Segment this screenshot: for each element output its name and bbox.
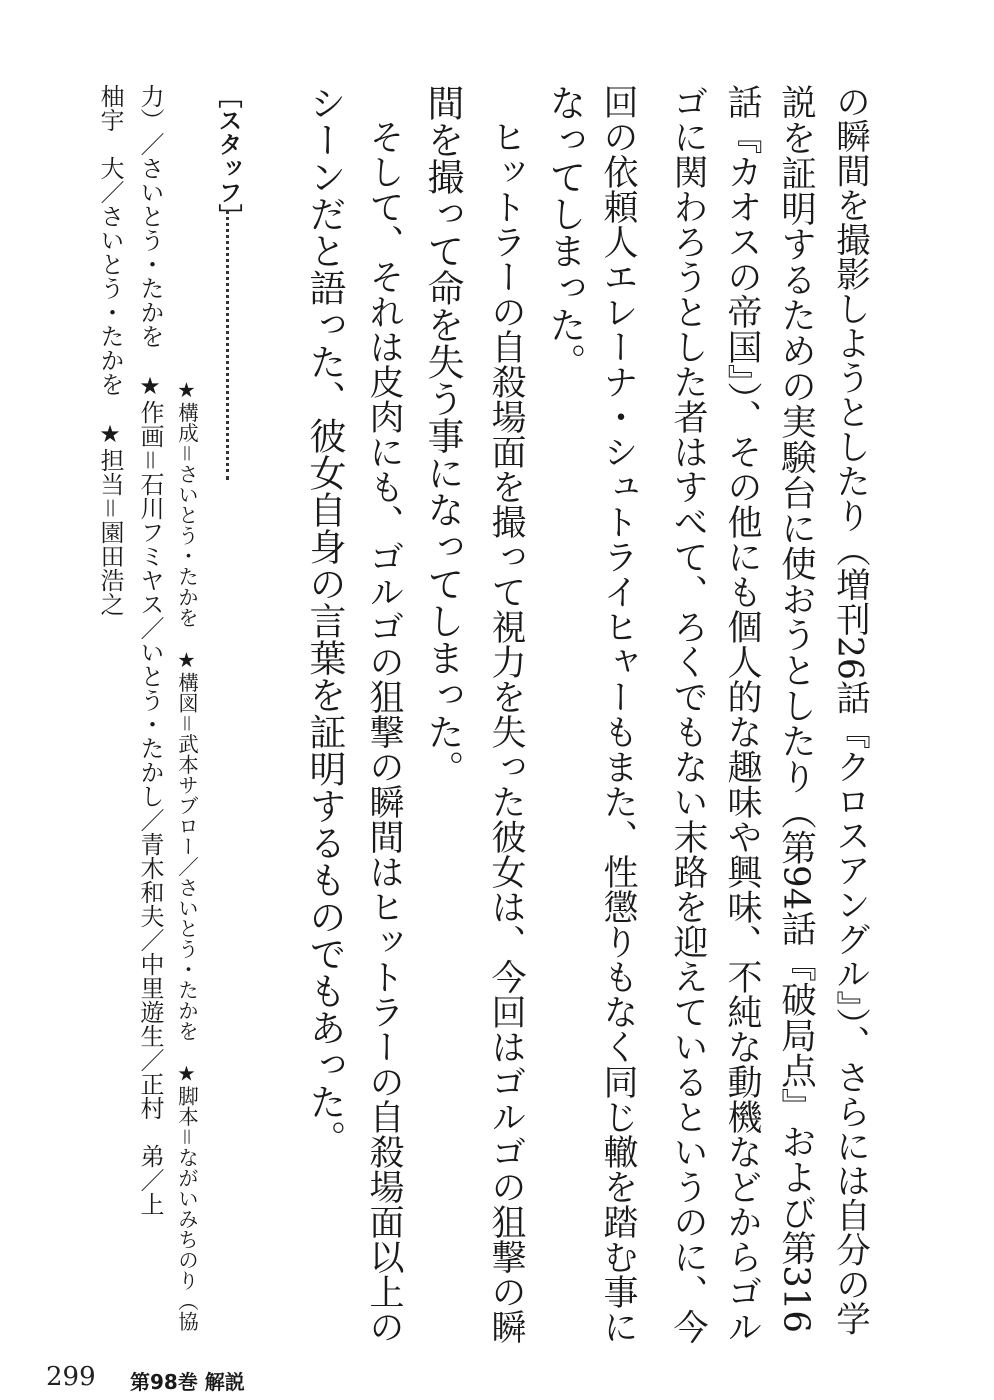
body-column-6: なってしまった。: [543, 84, 586, 380]
body-column-1: の瞬間を撮影しようとしたり（増刊26話『クロスアングル』）、さらには自分の学: [829, 84, 870, 1336]
staff-line-1: ★構成＝さいとう・たかを ★構図＝武本サブロー／さいとう・たかを ★脚本＝ながいみちのり（協: [174, 378, 199, 1332]
body-column-2: 説を証明するための実験台に使おうとしたり（第94話『破局点』および第316: [775, 84, 817, 1333]
staff-heading: ［スタッフ］: [214, 84, 242, 228]
body-column-8: 間を撮って命を失う事になってしまった。: [421, 84, 464, 787]
body-column-3: 話『カオスの帝国』）、その他にも個人的な趣味や興味、不純な動機などからゴル: [722, 84, 762, 1344]
body-column-9: そして、それは皮肉にも、ゴルゴの狙撃の瞬間はヒットラーの自殺場面以上の: [364, 84, 404, 1344]
body-column-10: シーンだと語った、彼女自身の言葉を証明するものでもあった。: [303, 84, 346, 1157]
body-column-7: ヒットラーの自殺場面を撮って視力を失った彼女は、今回はゴルゴの狙撃の瞬: [486, 84, 526, 1344]
staff-line-3: 柚宇 大／さいとう・たかを ★担当＝園田浩之: [96, 84, 124, 616]
page-number: 299: [46, 1362, 96, 1392]
staff-line-2: 力）／さいとう・たかを ★作画＝石川フミヤス／いとう・たかし／青木和夫／中里遊生／正村 弟／上: [136, 84, 164, 1216]
body-column-5: 回の依頼人エレーナ・シュトライヒャーもまた、性懲りもなく同じ轍を踏む事に: [598, 84, 638, 1344]
body-column-4: ゴに関わろうとした者はすべて、ろくでもない末路を迎えているというのに、今: [668, 84, 708, 1344]
staff-leader-dots: [226, 210, 229, 480]
volume-title: 第98巻 解説: [130, 1370, 245, 1394]
